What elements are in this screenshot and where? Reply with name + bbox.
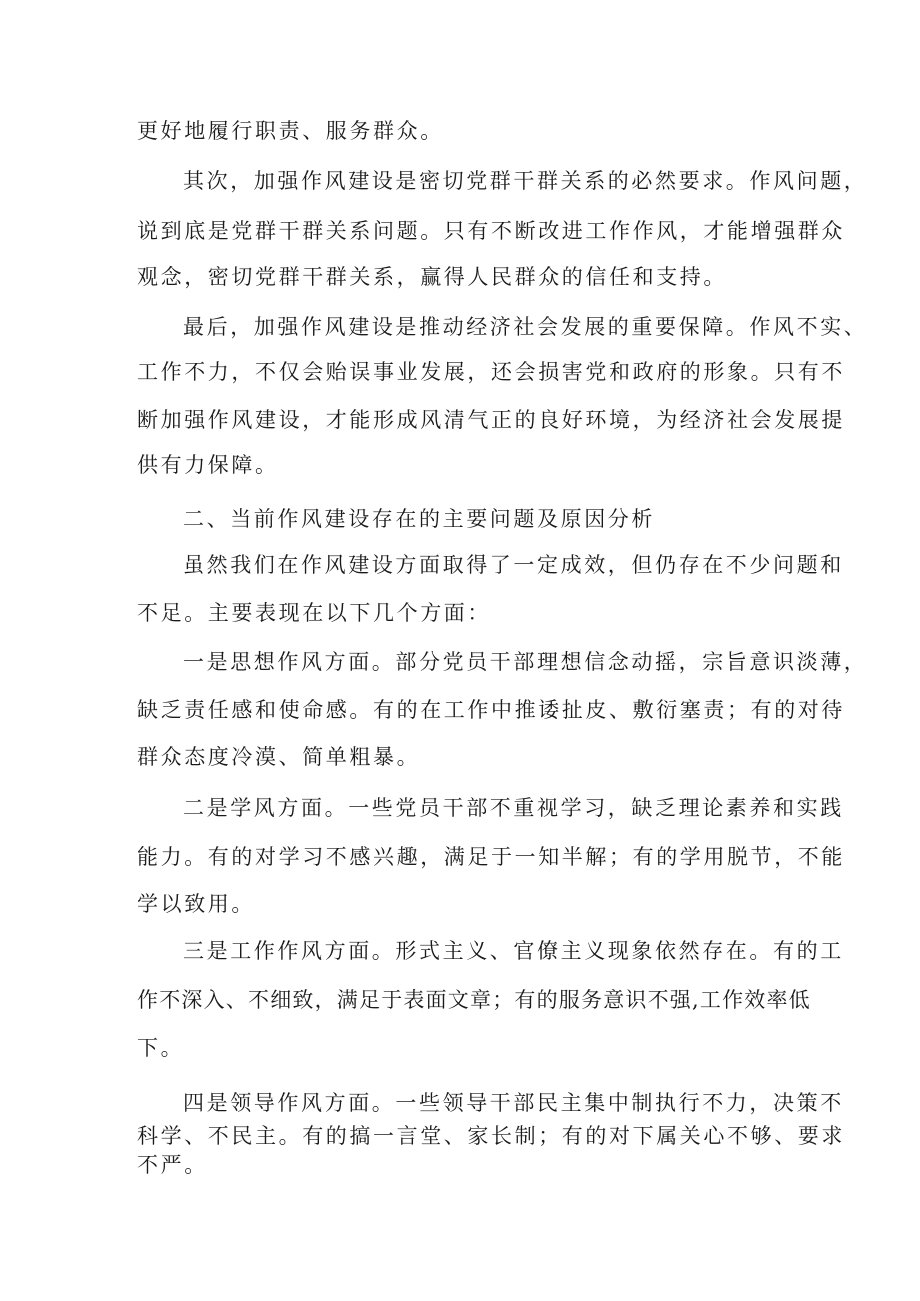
- paragraph-line: 不足。主要表现在以下几个方面：: [137, 601, 491, 625]
- paragraph-line: 不严。: [137, 1153, 208, 1177]
- paragraph-line: 学以致用。: [137, 892, 255, 916]
- paragraph-line: 虽然我们在作风建设方面取得了一定成效，但仍存在不少问题和: [183, 553, 844, 577]
- paragraph-line: 能力。有的对学习不感兴趣，满足于一知半解；有的学用脱节，不能: [137, 845, 845, 869]
- paragraph-line: 下。: [137, 1036, 185, 1060]
- paragraph-line: 最后，加强作风建设是推动经济社会发展的重要保障。作风不实、: [183, 315, 868, 339]
- paragraph-line: 观念，密切党群干群关系，赢得人民群众的信任和支持。: [137, 265, 727, 289]
- paragraph-line: 四是领导作风方面。一些领导干部民主集中制执行不力，决策不: [183, 1091, 844, 1115]
- paragraph-line: 断加强作风建设，才能形成风清气正的良好环境，为经济社会发展提: [137, 408, 845, 432]
- paragraph-line: 说到底是党群干群关系问题。只有不断改进工作作风，才能增强群众: [137, 219, 845, 243]
- paragraph-line: 一是思想作风方面。部分党员干部理想信念动摇，宗旨意识淡薄，: [183, 650, 868, 674]
- paragraph-line: 三是工作作风方面。形式主义、官僚主义现象依然存在。有的工: [183, 939, 844, 963]
- paragraph-line: 作不深入、不细致，满足于表面文章；有的服务意识不强,工作效率低: [137, 988, 811, 1012]
- paragraph-line: 其次，加强作风建设是密切党群干群关系的必然要求。作风问题，: [183, 169, 868, 193]
- paragraph-line: 供有力保障。: [137, 453, 279, 477]
- paragraph-line: 群众态度冷漠、简单粗暴。: [137, 745, 421, 769]
- paragraph-line: 缺乏责任感和使命感。有的在工作中推诿扯皮、敷衍塞责；有的对待: [137, 698, 845, 722]
- paragraph-line: 科学、不民主。有的搞一言堂、家长制；有的对下属关心不够、要求: [137, 1124, 845, 1148]
- paragraph-line: 工作不力，不仅会贻误事业发展，还会损害党和政府的形象。只有不: [137, 360, 845, 384]
- paragraph-line: 二是学风方面。一些党员干部不重视学习，缺乏理论素养和实践: [183, 796, 844, 820]
- section-heading: 二、当前作风建设存在的主要问题及原因分析: [183, 507, 655, 531]
- paragraph-line: 更好地履行职责、服务群众。: [137, 119, 444, 143]
